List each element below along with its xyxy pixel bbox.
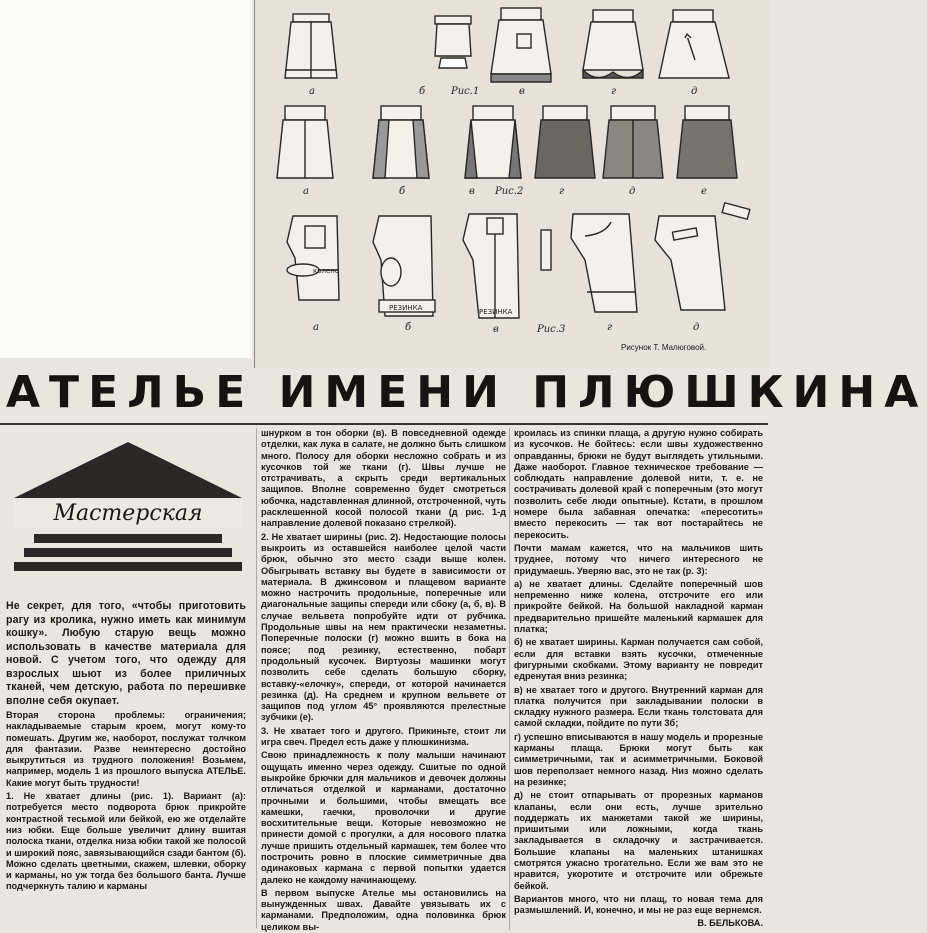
paragraph: г) успешно вписываются в нашу модель и прорезные карманы плаща. Брюки могут быть как симметричными, так и асимметричными. Боковой шов переползает немного назад. Низ можно сделать на резинке; — [514, 731, 763, 787]
paragraph: кроилась из спинки плаща, а другую нужно собирать из кусочков. Не бойтесь: если швы художественно оправданны, брюки не будут выглядеть утильными. Даже наоборот. Главное техническое требование — соблюдать направление долевой нити, т. е. не сострачивать долевой край с поперечным (это могут позволить себе люди опытные). Кстати, в прошлом номере была забавная опечатка: «пересотить» вместо перекосить — так вот постарайтесь не перекосить. — [514, 428, 763, 540]
fig3-letter-b: б — [405, 322, 412, 333]
paragraph: Почти мамам кажется, что на мальчиков шить труднее, потому что ничего интересного не придумаешь. Уверяю вас, это не так (р. 3): — [514, 542, 763, 576]
trousers-d-fig3 — [571, 214, 637, 312]
paragraph: 3. Не хватает того и другого. Прикиньте, стоит ли игра свеч. Предел есть даже у плюшкинизма. — [261, 725, 506, 748]
illustration-panel — [254, 0, 769, 368]
fig2-letter-b: б — [399, 186, 406, 197]
fig1-letter-e: д — [691, 86, 698, 97]
paragraph: 2. Не хватает ширины (рис. 2). Недостающие полосы выкроить из оставшейся наиболее целой части брюк, обычно это место сзади выше колен. Обыгрывать вставку вы будете в зависимости от материала. В джинсовом и плащевом варианте можно настрочить продольные, поперечные или диагональные защипы спереди или сбоку (а, б, в). В случае вельвета попробуйте идти от рубчика. Продольные швы на нем практически незаметны. Поперечные полоски (г) можно вшить в бока на поясе; под резинку, естественно, побарт продольный кусочек. Виртуозы машинки могут позволить себе сделать большую сборку, вставку-«елочку», спереди, от которой начинается резинка (д). На среднем и крупном вельвете от защипов под углом 45° проявляются прелестные зубчики (е). — [261, 531, 506, 723]
skirt-d-fig1 — [583, 10, 643, 78]
fig2-letter-f: е — [701, 186, 707, 197]
fig3-letter-d: г — [607, 322, 613, 333]
trousers-c-fig3 — [463, 214, 551, 318]
skirt-a-fig2 — [277, 106, 333, 178]
fig1-letter-a: а — [309, 86, 315, 97]
fig1-letter-c: в — [519, 86, 525, 97]
fig2-label: Рис.2 — [495, 186, 524, 197]
paragraph: шнурком в тон оборки (в). В повседневной одежде отделки, как лука в салате, не должно быть слишком много. Полосу для оборки несложно собрать и из кусочков той же ткани (г). Швы лучше не отстрачивать, а скрыть среди вертикальных защипов. Вполне современно будет смотреться юбочка, надставленная длинной, отстроченной, чуть расклешенной косой полосой ткани (д рис. 1-д направление долевой показано стрелкой). — [261, 428, 506, 529]
skirt-f-fig2 — [677, 106, 737, 178]
paragraph: а) не хватает длины. Сделайте поперечный шов непременно ниже колена, отстрочите его или прикройте бейкой. На большой накладной карман предварительно пришейте маленький кармашек для платка; — [514, 578, 763, 635]
fig2-letter-e: д — [629, 186, 636, 197]
article-headline: АТЕЛЬЕ ИМЕНИ ПЛЮШКИНА — [6, 367, 927, 418]
author-signature: В. БЕЛЬКОВА. — [697, 918, 763, 929]
paragraph: Вариантов много, что ни плащ, то новая тема для размышлений. И, конечно, и мы не раз еще вернемся. — [514, 893, 763, 916]
illustration-credit: Рисунок Т. Малюговой. — [621, 343, 707, 352]
skirt-e-fig2 — [603, 106, 663, 178]
article-column-3 — [509, 428, 763, 930]
fig3-letter-c: в — [493, 324, 499, 335]
paragraph: Вторая сторона проблемы: ограничения; накладываемые старым кроем, могут кому-то помешать. Другим же, наоборот, послужат толчком для фантазии. Разве неинтересно достойно выкрутиться из трудного положения! Возьмем, например, модель 1 из прошлого выпуска АТЕЛЬЕ. Какие могут быть трудности! — [6, 710, 246, 788]
intro-paragraph: Не секрет, для того, «чтобы приготовить рагу из кролика, нужно иметь как минимум кошку». Любую старую вещь можно использовать в качестве материала для новой. С учетом того, что одежду для взрослых шьют из более приличных тканей, чем детскую, работа по перешивке вполне себя окупает. — [6, 600, 246, 707]
skirt-b-fig2 — [373, 106, 429, 178]
paragraph: в) не хватает того и другого. Внутренний карман для платка получится при закладывании полоски в складку нужного размера. Если ткань толстовата для самой складки, пойдите по пути 3б; — [514, 684, 763, 729]
skirt-e-fig1 — [659, 10, 729, 78]
article-column-2 — [256, 428, 506, 932]
paragraph: 1. Не хватает длины (рис. 1). Вариант (а): потребуется место подворота брюк прикройте контрастной тесьмой или бейкой, ею же отделайте низ юбки. Еще больше увеличит длину вшитая полоска ткани, отделка низа юбки такой же полосой и широкий пояс, завязывающийся сзади бантом (б). Можно сделать цветными, скажем, шлевки, оборку и карманы, но уж тогда без большого банта. Лучше подчеркнуть талию и карманы — [6, 791, 246, 892]
elastic-tag-2: РЕЗИНКА — [479, 308, 513, 316]
headline-rule — [0, 423, 768, 425]
paragraph: В первом выпуске Ателье мы остановились на вынужденных швах. Давайте увязывать их с карманами. Предположим, одна половинка брюк целиком вы- — [261, 887, 506, 932]
trousers-b-fig3 — [373, 216, 435, 316]
sewing-patterns-figure — [255, 0, 769, 368]
fig2-letter-c: в — [469, 186, 475, 197]
fig1-letter-d: г — [611, 86, 617, 97]
logo-word: Мастерская — [53, 501, 203, 526]
paragraph: Свою принадлежность к полу малыши начинают ощущать именно через одежду. Сшитые по одной выкройке брючки для мальчиков и девочек должны отличаться отделкой и карманами, достаточно прочными и большими, чтобы вмещать все камешки, гаечки, проволочки и другие восхитительные вещи. Которые невозможно не принести домой с прогулки, а для носового платка лучше пришить отдельный кармашек, тем более что построчить ровно в плоские симметричные два одинаковых кармана с первой попытки удается далеко не каждому начинающему. — [261, 750, 506, 885]
trousers-a-fig3 — [287, 216, 339, 300]
knee-tag: колено — [313, 267, 340, 275]
skirt-c-fig1 — [491, 8, 551, 82]
fig2-letter-d: г — [559, 186, 565, 197]
trousers-e-fig3 — [655, 203, 750, 310]
article-column-1 — [6, 600, 246, 928]
fig3-letter-a: а — [313, 322, 319, 333]
skirt-b-fig1 — [435, 16, 471, 68]
skirt-a-fig1 — [285, 14, 337, 78]
skirt-c-fig2 — [465, 106, 521, 178]
fig2-letter-a: а — [303, 186, 309, 197]
paragraph: б) не хватает ширины. Карман получается сам собой, если для вставки взять кусочки, отмеченные фигурными скобками. Этому варианту не повредит едренутая вниз резинка; — [514, 637, 763, 682]
paragraph: д) не стоит отпарывать от прорезных карманов клапаны, если они есть, лучше зрительно поддержать их манжетами такой же ширины, пришитыми или ложными, когда ткань закладывается в складочку и застрачивается. Большие клапаны на маленьких штанишках смотрятся ужасно трогательно. Если же вам это не нравится, укоротите и отстрочите или обрежьте бейкой. — [514, 790, 763, 891]
fig3-label: Рис.3 — [537, 324, 566, 335]
elastic-tag-1: РЕЗИНКА — [389, 304, 423, 312]
blank-area — [0, 0, 252, 358]
workshop-logo — [8, 436, 248, 586]
fig1-label: Рис.1 — [451, 86, 480, 97]
fig1-letter-b: б — [419, 86, 426, 97]
skirt-d-fig2 — [535, 106, 595, 178]
fig3-letter-e: д — [693, 322, 700, 333]
